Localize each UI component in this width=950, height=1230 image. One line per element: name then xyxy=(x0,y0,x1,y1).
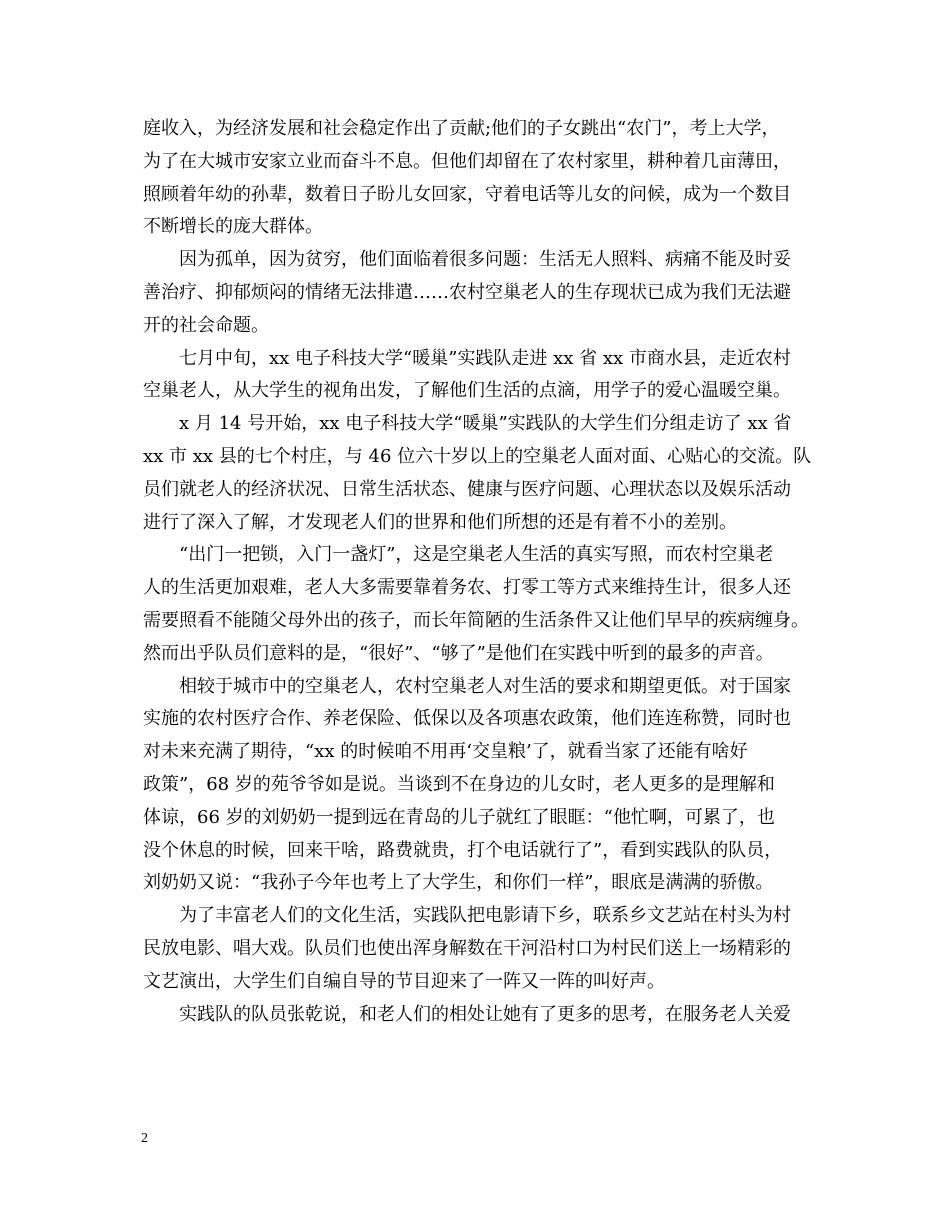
paragraph xyxy=(143,244,813,342)
paragraph xyxy=(143,900,813,998)
text-line: 为了丰富老人们的文化生活，实践队把电影请下乡，联系乡文艺站在村头为村 xyxy=(143,905,791,927)
text-line: x 月 14 号开始，xx 电子科技大学“暖巢”实践队的大学生们分组走访了 xx 省 xyxy=(143,413,792,435)
text-line: 善治疗、抑郁烦闷的情绪无法排遣……农村空巢老人的生存现状已成为我们无法避 xyxy=(143,281,791,303)
text-line: 不断增长的庞大群体。 xyxy=(143,216,323,238)
paragraph xyxy=(143,539,813,670)
text-line: 需要照看不能随父母外出的孩子，而长年简陋的生活条件又让他们早早的疾病缠身。 xyxy=(143,609,809,631)
paragraph xyxy=(143,671,813,901)
paragraph xyxy=(143,408,813,539)
text-line: 开的社会命题。 xyxy=(143,314,269,336)
text-line: 七月中旬，xx 电子科技大学“暖巢”实践队走进 xx 省 xx 市商水县，走近农村 xyxy=(143,347,791,369)
paragraph xyxy=(143,343,813,409)
text-line: 刘奶奶又说：“我孙子今年也考上了大学生，和你们一样”，眼底是满满的骄傲。 xyxy=(143,872,774,894)
text-line: 对未来充满了期待，“xx 的时候咱不用再‘交皇粮’了，就看当家了还能有啥好 xyxy=(143,741,748,763)
text-line: 体谅，66 岁的刘奶奶一提到远在青岛的儿子就红了眼眶：“他忙啊，可累了，也 xyxy=(143,806,775,828)
text-line: “出门一把锁，入门一盏灯”，这是空巢老人生活的真实写照，而农村空巢老 xyxy=(143,544,774,566)
text-line: 人的生活更加艰难，老人大多需要靠着务农、打零工等方式来维持生计，很多人还 xyxy=(143,577,791,599)
paragraph xyxy=(143,113,813,244)
text-line: 庭收入，为经济发展和社会稳定作出了贡献;他们的子女跳出“农门”，考上大学， xyxy=(143,118,780,139)
text-line: 实践队的队员张乾说，和老人们的相处让她有了更多的思考，在服务老人关爱 xyxy=(143,1003,791,1025)
text-line: 然而出乎队员们意料的是，“很好”、“够了”是他们在实践中听到的最多的声音。 xyxy=(143,642,774,664)
page-number: 2 xyxy=(141,1131,148,1146)
text-line: 相较于城市中的空巢老人，农村空巢老人对生活的要求和期望更低。对于国家 xyxy=(143,675,791,697)
text-line: 因为孤单，因为贫穷，他们面临着很多问题：生活无人照料、病痛不能及时妥 xyxy=(143,249,791,271)
text-line: 没个休息的时候，回来干啥，路费就贵，打个电话就行了”，看到实践队的队员， xyxy=(143,839,783,861)
text-line: 实施的农村医疗合作、养老保险、低保以及各项惠农政策，他们连连称赞，同时也 xyxy=(143,708,791,730)
text-line: 照顾着年幼的孙辈，数着日子盼儿女回家，守着电话等儿女的问候，成为一个数目 xyxy=(143,183,791,205)
document-body xyxy=(143,113,813,1031)
text-line: xx 市 xx 县的七个村庄，与 46 位六十岁以上的空巢老人面对面、心贴心的交流。队 xyxy=(143,445,812,467)
text-line: 空巢老人，从大学生的视角出发，了解他们生活的点滴，用学子的爱心温暖空巢。 xyxy=(143,380,791,402)
text-line: 文艺演出，大学生们自编自导的节目迎来了一阵又一阵的叫好声。 xyxy=(143,970,665,992)
text-line: 为了在大城市安家立业而奋斗不息。但他们却留在了农村家里，耕种着几亩薄田， xyxy=(143,150,791,172)
text-line: 员们就老人的经济状况、日常生活状态、健康与医疗问题、心理状态以及娱乐活动 xyxy=(143,478,791,500)
text-line: 民放电影、唱大戏。队员们也使出浑身解数在干河沿村口为村民们送上一场精彩的 xyxy=(143,937,791,959)
paragraph xyxy=(143,999,813,1032)
text-line: 政策”，68 岁的苑爷爷如是说。当谈到不在身边的儿女时，老人更多的是理解和 xyxy=(143,773,775,795)
text-line: 进行了深入了解，才发现老人们的世界和他们所想的还是有着不小的差别。 xyxy=(143,511,737,533)
